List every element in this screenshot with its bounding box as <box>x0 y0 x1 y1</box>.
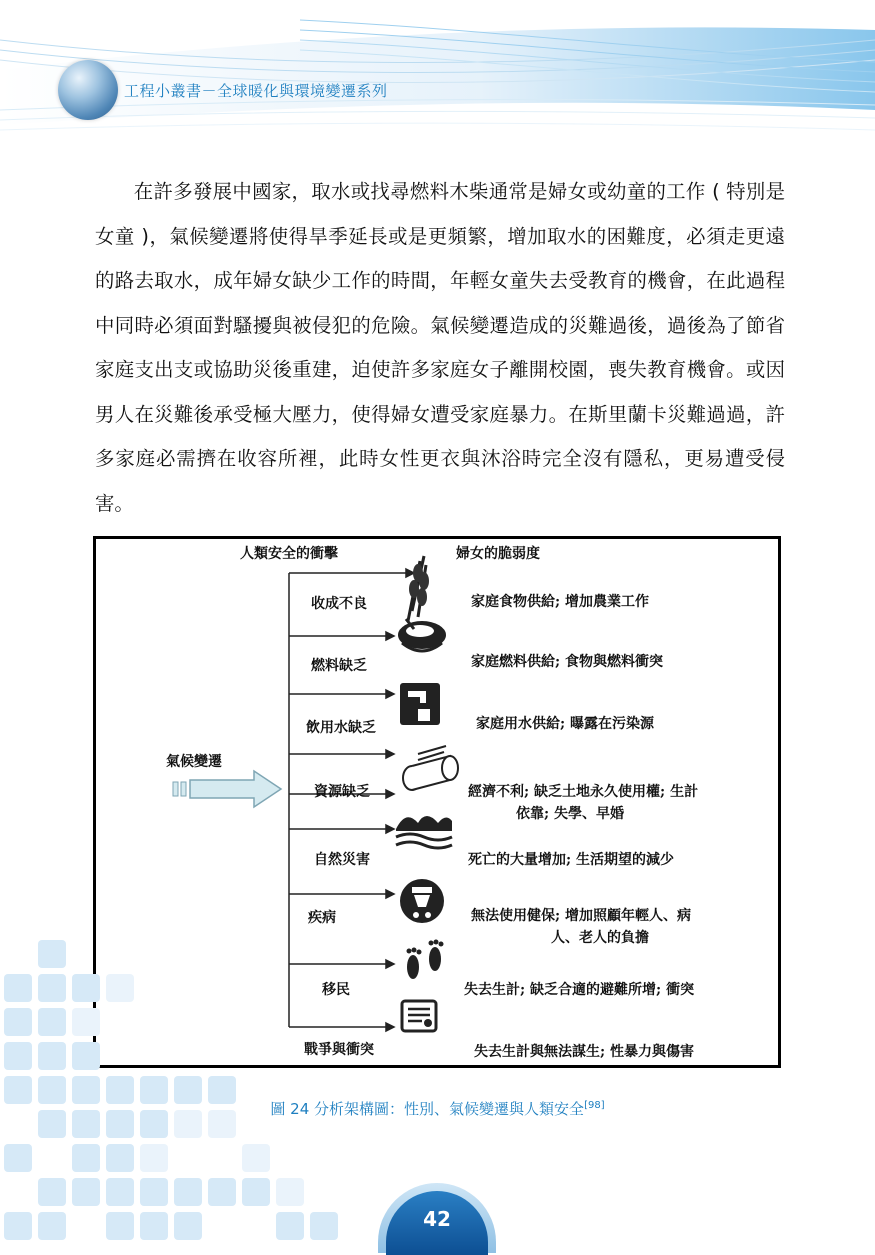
impact-label: 戰爭與衝突 <box>304 1042 374 1058</box>
vulnerability-text: 失去生計與無法謀生; 性暴力與傷害 <box>474 1044 695 1060</box>
vulnerability-text: 無法使用健保; 增加照顧年輕人、病 <box>471 908 692 924</box>
page-number-tab <box>378 1183 496 1253</box>
logs-icon <box>403 746 458 790</box>
source-label: 氣候變遷 <box>166 754 222 770</box>
vulnerability-text: 人、老人的負擔 <box>551 930 649 946</box>
impact-label: 疾病 <box>308 910 336 926</box>
caption-ref: [98] <box>584 1100 605 1111</box>
health-icon <box>400 879 444 923</box>
globe-icon <box>58 60 118 120</box>
decorative-squares <box>0 940 360 1240</box>
body-paragraph: 在許多發展中國家，取水或找尋燃料木柴通常是婦女或幼童的工作 ( 特別是女童 )，氣候變遷將使得旱季延長或是更頻繁，增加取水的困難度，必須走更遠的路去取水，成年婦女缺少工作的時間，年輕女童失去受教育的機會，在此過程中同時必須面對騷擾與被侵犯的危險。氣候變遷造成的災難過後，過後為了節省家庭支出支或協助災後重建，迫使許多家庭女子離開校園，喪失教育機會。或因男人在災難後承受極大壓力，使得婦女遭受家庭暴力。在斯里蘭卡災難過過，許多家庭必需擠在收容所裡，此時女性更衣與沐浴時完全沒有隱私，更易遭受侵害。 <box>95 180 785 515</box>
impact-label: 收成不良 <box>311 596 367 612</box>
vulnerability-text: 依靠; 失學、早婚 <box>516 806 625 822</box>
impact-label: 自然災害 <box>314 852 370 868</box>
vulnerability-text: 死亡的大量增加; 生活期望的減少 <box>468 852 675 868</box>
wheat-icon <box>408 556 429 621</box>
vulnerability-text: 家庭食物供給; 增加農業工作 <box>471 594 650 610</box>
impact-label: 燃料缺乏 <box>311 658 367 674</box>
vulnerability-text: 失去生計; 缺乏合適的避難所增; 衝突 <box>464 982 695 998</box>
document-icon <box>402 1001 436 1031</box>
header-decoration <box>0 0 875 150</box>
impact-label: 資源缺乏 <box>314 784 370 800</box>
impact-label: 移民 <box>322 982 350 998</box>
vulnerability-text: 經濟不利; 缺乏土地永久使用權; 生計 <box>468 784 699 800</box>
waves-icon <box>396 816 452 848</box>
water-tap-icon <box>400 683 440 725</box>
cooking-pot-icon <box>398 619 446 651</box>
page-number: 42 <box>423 1207 451 1231</box>
left-header: 人類安全的衝擊 <box>240 546 338 562</box>
impact-label: 飲用水缺乏 <box>306 720 376 736</box>
vulnerability-text: 家庭燃料供給; 食物與燃料衝突 <box>471 654 664 670</box>
footprints-icon <box>407 940 444 980</box>
caption-text: 分析架構圖：性別、氣候變遷與人類安全 <box>314 1100 585 1118</box>
vulnerability-text: 家庭用水供給; 曝露在污染源 <box>476 716 655 732</box>
caption-label: 圖 24 <box>270 1100 310 1118</box>
climate-change-arrow <box>173 771 281 807</box>
right-header: 婦女的脆弱度 <box>456 546 540 562</box>
body-text <box>95 170 785 526</box>
header-title: 工程小叢書－全球暖化與環境變遷系列 <box>124 82 388 100</box>
